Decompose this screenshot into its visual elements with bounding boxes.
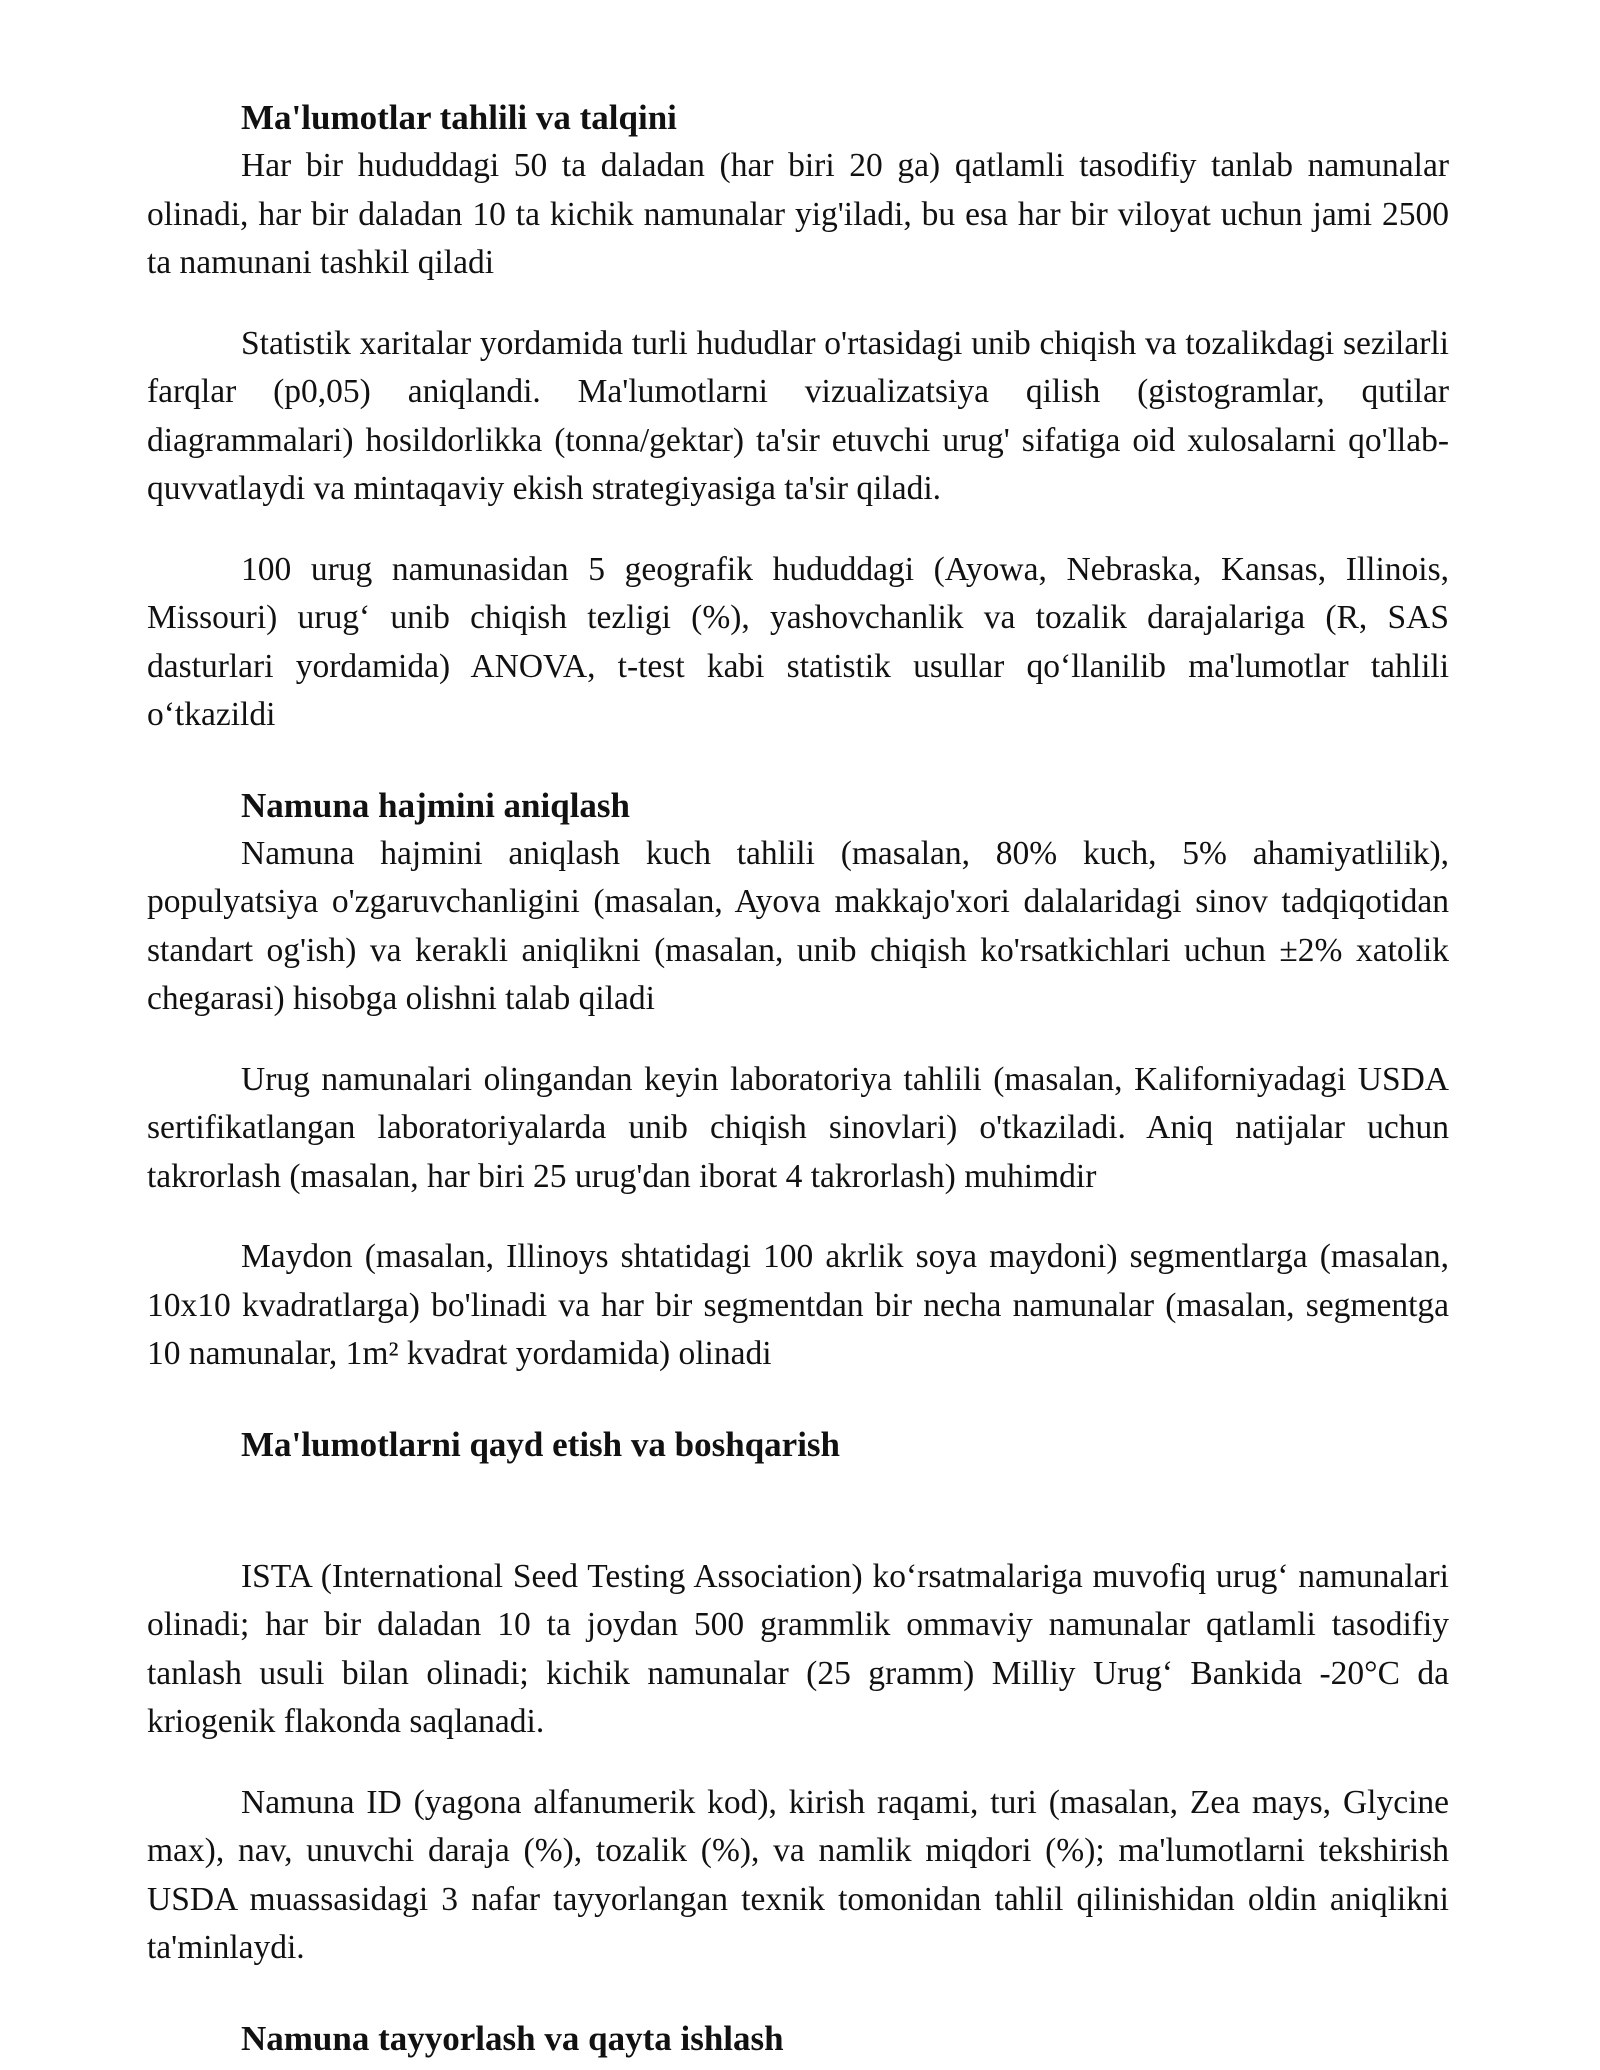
section-heading-data-analysis: Ma'lumotlar tahlili va talqini [241,98,677,137]
document-page [147,94,1449,2063]
paragraph: Namuna ID (yagona alfanumerik kod), kirish raqami, turi (masalan, Zea mays, Glycine max), nav, unuvchi daraja (%), tozalik (%), va namlik miqdori (%); ma'lumotlarni tekshirish USDA muassasidagi 3 nafar tayyorlangan texnik tomonidan tahlil qilinishidan oldin aniqlikni ta'minlaydi. [147,1783,1449,1966]
paragraph: 100 urug namunasidan 5 geografik hududdagi (Ayowa, Nebraska, Kansas, Illinois, Missouri) urug‘ unib chiqish tezligi (%), yashovchanlik va tozalik darajalariga (R, SAS dasturlari yordamida) ANOVA, t-test kabi statistik usullar qo‘llanilib ma'lumotlar tahlili o‘tkazildi [147,550,1449,733]
paragraph: Maydon (masalan, Illinoys shtatidagi 100 akrlik soya maydoni) segmentlarga (masalan, 10x10 kvadratlarga) bo'linadi va har bir segmentdan bir necha namunalar (masalan, segmentga 10 namunalar, 1m² kvadrat yordamida) olinadi [147,1238,1449,1372]
paragraph: Namuna hajmini aniqlash kuch tahlili (masalan, 80% kuch, 5% ahamiyatlilik), populyatsiya o'zgaruvchanligini (masalan, Ayova makkajo'xori dalalaridagi sinov tadqiqotidan standart og'ish) va kerakli aniqlikni (masalan, unib chiqish ko'rsatkichlari uchun ±2% xatolik chegarasi) hisobga olishni talab qiladi [147,834,1449,1017]
paragraph: Har bir hududdagi 50 ta daladan (har biri 20 ga) qatlamli tasodifiy tanlab namunalar olinadi, har bir daladan 10 ta kichik namunalar yig'iladi, bu esa har bir viloyat uchun jami 2500 ta namunani tashkil qiladi [147,147,1449,281]
paragraph: Urug namunalari olingandan keyin laboratoriya tahlili (masalan, Kaliforniyadagi USDA sertifikatlangan laboratoriyalarda unib chiqish sinovlari) o'tkaziladi. Aniq natijalar uchun takrorlash (masalan, har biri 25 urug'dan iborat 4 takrorlash) muhimdir [147,1060,1449,1195]
section-heading-sample-preparation: Namuna tayyorlash va qayta ishlash [241,2018,784,2058]
paragraph: ISTA (International Seed Testing Association) ko‘rsatmalariga muvofiq urug‘ namunalari olinadi; har bir daladan 10 ta joydan 500 grammlik ommaviy namunalar qatlamli tasodifiy tanlash usuli bilan olinadi; kichik namunalar (25 gramm) Milliy Urug‘ Bankida -20°C da kriogenik flakonda saqlanadi. [147,1557,1449,1740]
section-heading-sample-size: Namuna hajmini aniqlash [241,785,631,825]
section-heading-data-recording: Ma'lumotlarni qayd etish va boshqarish [241,1424,840,1464]
paragraph: Statistik xaritalar yordamida turli hududlar o'rtasidagi unib chiqish va tozalikdagi sezilarli farqlar (p0,05) aniqlandi. Ma'lumotlarni vizualizatsiya qilish (gistogramlar, qutilar diagrammalari) hosildorlikka (tonna/gektar) ta'sir etuvchi urug' sifatiga oid xulosalarni qo'llab-quvvatlaydi va mintaqaviy ekish strategiyasiga ta'sir qiladi. [147,324,1449,507]
